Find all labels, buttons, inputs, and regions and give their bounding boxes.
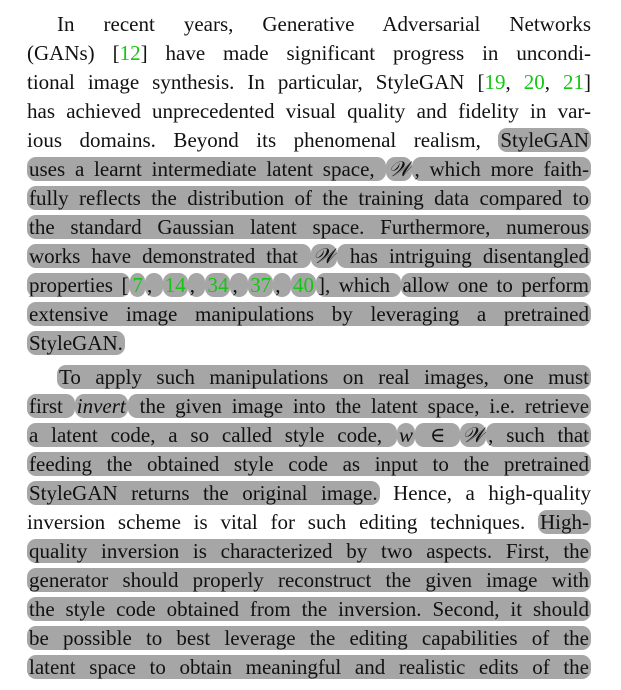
text-segment: has achieved unprecedented visual quality and fidelity in var- [27,99,591,123]
highlighted-text: , [275,273,289,297]
highlighted-text: works have demonstrated that [29,244,309,268]
text-line [27,450,591,479]
highlighted-text: generator should properly reconstruct the given image with [29,568,589,592]
text-line [27,184,591,213]
highlighted-text: the standard Gaussian latent space. Furthermore, numerous [29,215,589,239]
highlighted-text: , [232,273,247,297]
text-line [27,329,591,358]
highlighted-text: properties [ [29,273,129,297]
citation-link[interactable]: 21 [563,70,585,94]
text-segment: tional image synthesis. In particular, StyleGAN [ [27,70,485,94]
highlighted-text: a latent code, a so called style code, [29,423,395,447]
text-segment: ] [584,70,592,94]
text-line [27,595,591,624]
highlighted-text: w [398,423,413,447]
highlighted-text: the style code obtained from the inversion. Second, it should [29,597,589,621]
text-line [27,126,591,155]
highlighted-text: extensive image manipulations by leveraging a pretrained [29,302,589,326]
text-line [27,213,591,242]
highlighted-text: StyleGAN. [29,331,123,355]
math-symbol: 𝒲 [312,244,335,268]
text-line [27,271,591,300]
highlighted-text: quality inversion is characterized by two aspects. First, the [29,539,589,563]
highlighted-text: To apply such manipulations on real images, one must [59,365,589,389]
highlighted-text: , [146,273,161,297]
highlighted-text: be possible to best leverage the editing capabilities of the [29,626,589,650]
text-line [27,653,591,682]
highlighted-text: High- [540,510,589,534]
highlighted-text: ∈ [416,423,459,447]
highlighted-text: StyleGAN [500,128,589,152]
highlighted-text: feeding the obtained style code as input to the pretrained [29,452,589,476]
highlighted-text: latent space to obtain meaningful and realistic edits of the [29,655,589,679]
text-line [27,97,591,126]
text-line [27,624,591,653]
highlighted-text: , which more faith- [414,157,589,181]
citation-link[interactable]: 34 [207,273,229,297]
math-symbol: 𝒲 [388,157,411,181]
highlighted-text: , such that [488,423,589,447]
text-segment: (GANs) [ [27,41,120,65]
text-line [27,392,591,421]
citation-link[interactable]: 7 [132,273,143,297]
citation-link[interactable]: 40 [292,273,314,297]
highlighted-text: StyleGAN returns the original image. [29,481,378,505]
highlighted-text: has intriguing disentangled [338,244,590,268]
highlighted-text: allow one to perform [402,273,589,297]
citation-link[interactable]: 37 [250,273,272,297]
text-line [27,479,591,508]
text-line [27,68,591,97]
text-line [27,242,591,271]
text-line [27,155,591,184]
text-line [27,566,591,595]
highlighted-text: fully reflects the distribution of the training data compared to [29,186,589,210]
text-segment: ious domains. Beyond its phenomenal realism, [27,128,499,152]
highlighted-text: first [29,394,73,418]
highlighted-text: ], which [317,273,399,297]
text-segment: , [505,70,524,94]
text-line [27,421,591,450]
text-line [27,300,591,329]
text-line [27,39,591,68]
citation-link[interactable]: 14 [164,273,186,297]
text-segment: inversion scheme is vital for such editing techniques. [27,510,538,534]
text-segment: ] have made significant progress in uncondi- [140,41,591,65]
citation-link[interactable]: 12 [119,41,141,65]
text-segment: Hence, a high-quality [379,481,591,505]
highlighted-text: uses a learnt intermediate latent space, [29,157,385,181]
text-line [57,10,591,39]
text-segment: In recent years, Generative Adversarial Networks [57,12,591,36]
text-line [27,537,591,566]
math-symbol: 𝒲 [462,423,485,447]
text-segment: , [544,70,564,94]
highlighted-text: invert [76,394,126,418]
highlighted-text: , [189,273,204,297]
text-line [57,363,591,392]
citation-link[interactable]: 19 [484,70,506,94]
citation-link[interactable]: 20 [523,70,545,94]
text-line [27,508,591,537]
highlighted-text: the given image into the latent space, i.e. retrieve [129,394,590,418]
